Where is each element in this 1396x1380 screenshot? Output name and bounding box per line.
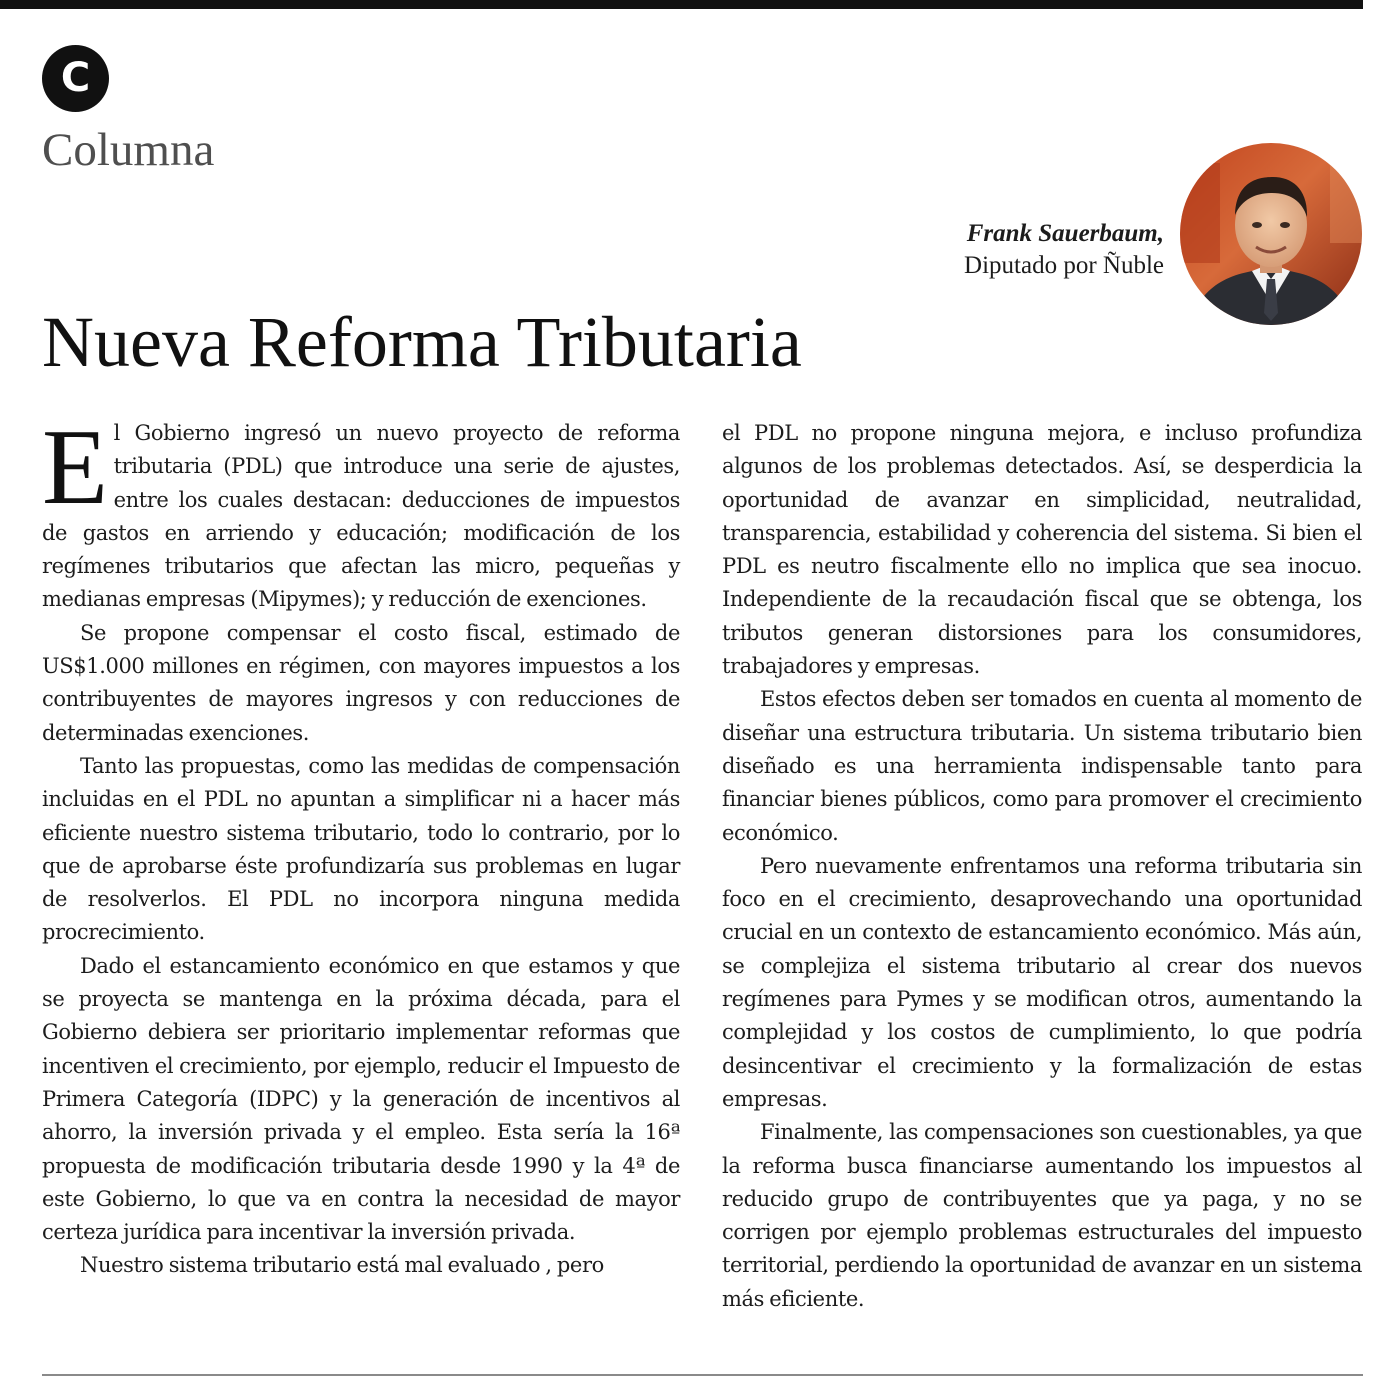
author-photo [1180,143,1362,325]
article-paragraph: Tanto las propuestas, como las medidas de compensación incluidas en el PDL no apuntan a simplificar ni a hacer más eficiente nuestro sistema tributario, todo lo contrario, por lo que de aprobarse éste profundizaría sus problemas en lugar de resolverlos. El PDL no incorpora ninguna medida procrecimiento. [42,753,680,945]
author-role: Diputado por Ñuble [964,252,1164,279]
author-byline [964,218,1164,282]
article-paragraph: Finalmente, las compensaciones son cuestionables, ya que la reforma busca financiarse aumentando los impuestos al reducido grupo de contribuyentes que ya paga, y no se corrigen por ejemplo problemas estructurales del impuesto territorial, perdiendo la oportunidad de avanzar en un sistema más eficiente. [722,1120,1362,1311]
section-label: Columna [42,124,215,176]
article-column-left [42,408,680,1283]
article-paragraph: Nuestro sistema tributario está mal evaluado , pero [80,1253,604,1278]
paragraph-text: l Gobierno ingresó un nuevo proyecto de reforma tributaria (PDL) que introduce una serie de ajustes, entre los cuales destacan: deducciones de impuestos de gastos en arriendo y educación; modificación de los regímenes tributarios que afectan las micro, pequeñas y medianas empresas (Mipymes); y reducción de exenciones. [42,421,680,612]
article-paragraph: el PDL no propone ninguna mejora, e incluso profundiza algunos de los problemas detectados. Así, se desperdicia la oportunidad de avanzar en simplicidad, neutralidad, transparencia, estabilidad y coherencia del sistema. Si bien el PDL es neutro fiscalmente ello no implica que sea inocuo. Independiente de la recaudación fiscal que se obtenga, los tributos generan distorsiones para los consumidores, trabajadores y empresas. [722,421,1362,679]
bottom-rule [42,1374,1363,1376]
article-paragraph: Pero nuevamente enfrentamos una reforma tributaria sin foco en el crecimiento, desaprovechando una oportunidad crucial en un contexto de estancamiento económico. Más aún, se complejiza el sistema tributario al crear dos nuevos regímenes para Pymes y se modifican otros, aumentando la complejidad y los costos de cumplimiento, lo que podría desincentivar el crecimiento y la formalización de estas empresas. [722,853,1362,1111]
author-name: Frank Sauerbaum, [966,220,1164,247]
section-badge: C [42,45,109,112]
article-paragraph [42,408,680,617]
drop-cap: E [42,408,108,527]
article-paragraph: Se propone compensar el costo fiscal, estimado de US$1.000 millones en régimen, con mayores impuestos a los contribuyentes de mayores ingresos y con reducciones de determinadas exenciones. [42,620,680,745]
article-column-right [722,417,1362,1316]
article-paragraph: Dado el estancamiento económico en que estamos y que se proyecta se mantenga en la próxima década, para el Gobierno debiera ser prioritario implementar reformas que incentiven el crecimiento, por ejemplo, reducir el Impuesto de Primera Categoría (IDPC) y la generación de incentivos al ahorro, la inversión privada y el empleo. Esta sería la 16ª propuesta de modificación tributaria desde 1990 y la 4ª de este Gobierno, lo que va en contra la necesidad de mayor certeza jurídica para incentivar la inversión privada. [42,953,680,1245]
article-paragraph: Estos efectos deben ser tomados en cuenta al momento de diseñar una estructura tributaria. Un sistema tributario bien diseñado es una herramienta indispensable tanto para financiar bienes públicos, como para promover el crecimiento económico. [722,687,1362,845]
top-rule-bar [0,0,1363,9]
article-title: Nueva Reforma Tributaria [42,302,802,382]
